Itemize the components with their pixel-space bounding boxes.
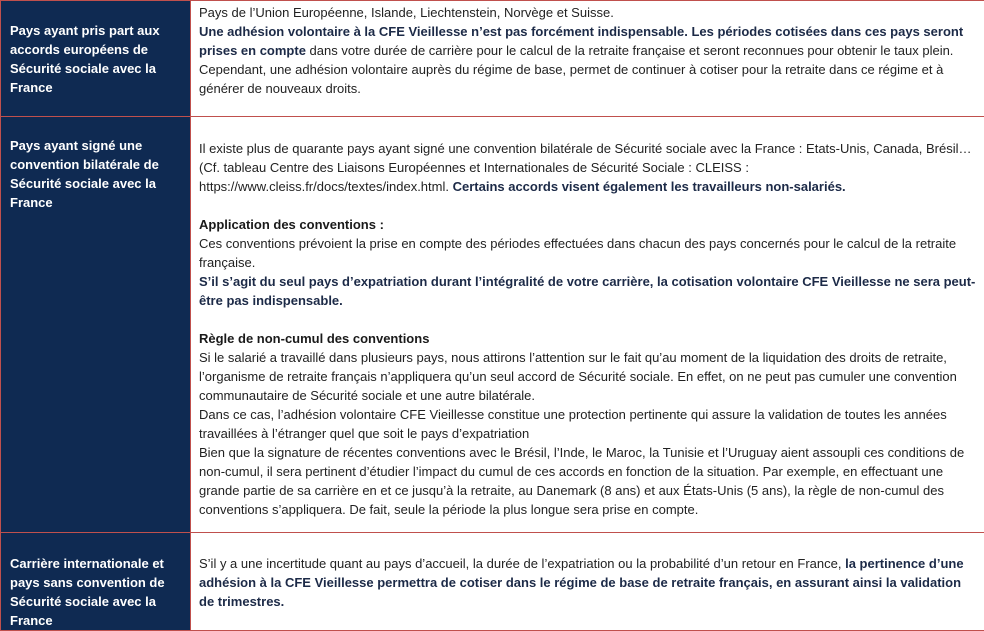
paragraph-text: Il existe plus de quarante pays ayant signé une convention bilatérale de Sécurité sociale avec la France : Etats-Unis, Canada, Brésil… (Cf. tableau Centre des Liaisons Européennes et Internationales de Sécurité Sociale : CLEISS : https://www.cleiss.fr/docs/textes/index.html.: [199, 141, 971, 194]
row-content: [191, 117, 984, 533]
section-title-non-cumul: Règle de non-cumul des conventions: [199, 329, 976, 348]
row-content: [191, 1, 984, 117]
paragraph-text: Ces conventions prévoient la prise en compte des périodes effectuées dans chacun des pays concernés pour le calcul de la retraite française.: [199, 234, 976, 272]
intro-paragraph: [199, 139, 976, 196]
paragraph: [199, 22, 976, 98]
bold-statement: Certains accords visent également les travailleurs non-salariés.: [453, 179, 846, 194]
paragraph-text: Bien que la signature de récentes conventions avec le Brésil, l’Inde, le Maroc, la Tunisie et l’Uruguay aient assoupli ces conditions de non-cumul, il sera pertinent d’étudier l’impact du cumul de ces accords en fonction de la situation. Par exemple, en effectuant une grande partie de sa carrière en et ce jusqu’à la retraite, au Danemark (8 ans) et aux États-Unis (5 ans), la règle de non-cumul des conventions s’appliquera. De fait, seule la période la plus longue sera prise en compte.: [199, 443, 976, 519]
row-european-accords: [1, 1, 984, 117]
row-heading: Pays ayant signé une convention bilatérale de Sécurité sociale avec la France: [1, 117, 191, 533]
countries-list: Pays de l’Union Européenne, Islande, Liechtenstein, Norvège et Suisse.: [199, 3, 976, 22]
bold-statement: S’il s’agit du seul pays d’expatriation durant l’intégralité de votre carrière, la cotisation volontaire CFE Vieillesse ne sera peut-être pas indispensable.: [199, 272, 976, 310]
paragraph-text: S’il y a une incertitude quant au pays d’accueil, la durée de l’expatriation ou la probabilité d’un retour en France,: [199, 556, 845, 571]
bold-statement: la pertinence d’une adhésion à la CFE Vieillesse permettra de cotiser dans le régime de base de retraite français, en assurant ainsi la validation de trimestres.: [199, 556, 964, 609]
row-content: [191, 533, 984, 631]
row-heading: Carrière internationale et pays sans convention de Sécurité sociale avec la France: [1, 533, 191, 631]
row-no-convention: [1, 533, 984, 631]
section-title-application: Application des conventions :: [199, 215, 976, 234]
paragraph-text: Dans ce cas, l’adhésion volontaire CFE Vieillesse constitue une protection pertinente qui assure la validation de toutes les années travaillées à l’étranger quel que soit le pays d’expatriation: [199, 405, 976, 443]
row-bilateral-convention: [1, 117, 984, 533]
row-heading: Pays ayant pris part aux accords européens de Sécurité sociale avec la France: [1, 1, 191, 117]
paragraph-text: dans votre durée de carrière pour le calcul de la retraite française et seront reconnues pour obtenir le taux plein. Cependant, une adhésion volontaire auprès du régime de base, permet de continuer à cotiser pour la retraite dans ce régime et à générer de nouveaux droits.: [199, 43, 953, 96]
paragraph-text: Si le salarié a travaillé dans plusieurs pays, nous attirons l’attention sur le fait qu’au moment de la liquidation des droits de retraite, l’organisme de retraite français n’appliquera qu’un seul accord de Sécurité sociale. En effet, on ne peut pas cumuler une convention communautaire de Sécurité sociale et une autre bilatérale.: [199, 348, 976, 405]
paragraph: [199, 554, 976, 611]
bold-statement: Une adhésion volontaire à la CFE Vieillesse n’est pas forcément indispensable. Les périodes cotisées dans ces pays seront prises en compte: [199, 24, 963, 58]
